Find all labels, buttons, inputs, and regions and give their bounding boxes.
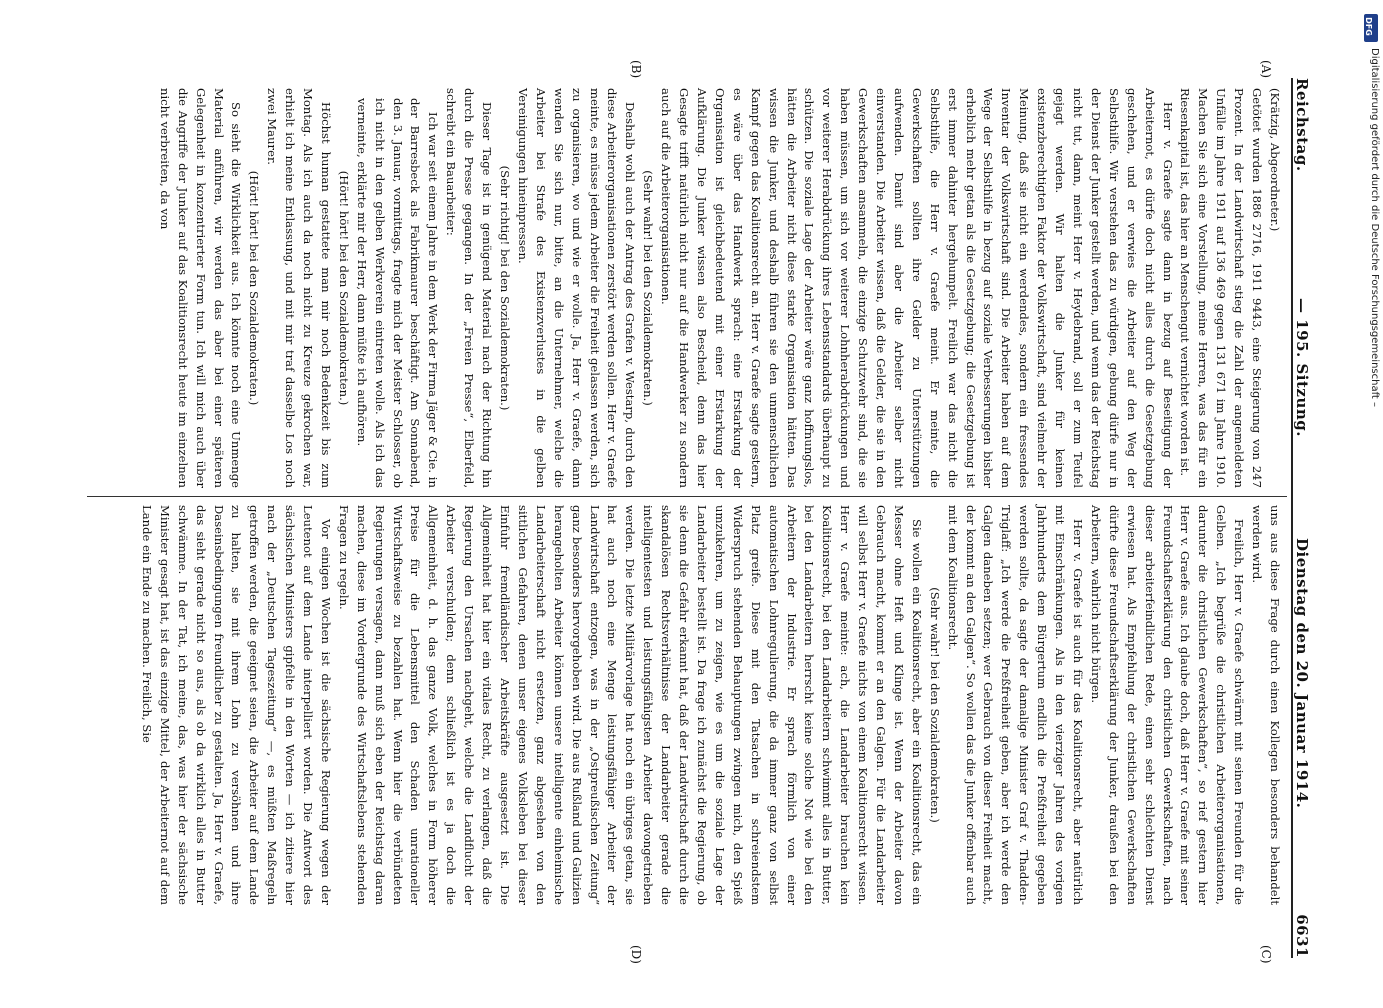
interjection: (Sehr richtig! bei den Sozialdemokraten.) [498, 165, 513, 411]
left-column [83, 88, 1283, 488]
paragraph: Herr v. Graefe sagte dann in bezug auf Beseitigung der Arbeiternot, es dürfe doch nicht alles durch die Gesetzgebung geschehen, und er verwies die Arbeiter auf den Weg der Selbsthilfe. Wir verstehen das zu würdigen, gebung dürfe nur in der Dienst der Junker gestellt werden, und wenn das der Reichstag nicht tut, dann, meint Herr v. Heydebrand, soll er zum Teufel gejagt werden. Wir halten die Junker für keinen existenzberechtigten Faktor der Volkswirtschaft, sind vielmehr der Meinung, daß sie nicht ein werdendes, sondern ein fressendes Inventar der Volkswirtschaft sind. Die Arbeiter haben auf dem Wege der Selbsthilfe in bezug auf soziale Verbesserungen bisher erheblich mehr getan als die Gesetzgebung; die Gesetzgebung ist erst immer dahinter hergehumpelt. Freilich war das nicht die Selbsthilfe, die Herr v. Graefe meint. Er meinte, die Gewerkschaften sollten ihre Gelder zu Unterstützungen aufwenden. Damit sind aber die Arbeiter selber nicht einverstanden. Die Arbeiter wissen, daß die Gelder, die sie in den Gewerkschaften ansammeln, die einzige Schutzwehr sind, die sie haben müssen, um sich vor weiterer Lohnherabdrückungen und vor weiterer Herabdrückung ihres Lebensstandards überhaupt zu schützen. Die soziale Lage der Arbeiter wäre ganz hoffnungslos, hätten die Arbeiter nicht diese starke Organisation hätten. Das wissen die Junker, und deshalb führen sie den unmenschlichen Kampf gegen das Koalitionsrecht an. Herr v. Graefe sagte gestern, es wäre über das Handwerk sprach: eine Erstarkung der Organisation ist gleichbedeutend mit einer Erstarkung der Aufklärung. Die Junker wissen also Bescheid, denn das hier Gesagte trifft natürlich nicht nur auf die Handwerker zu sondern auch auf die Arbeiterorganisationen. [659, 88, 1175, 488]
paragraph: Getötet wurden 1886 2716, 1911 9443, eine Steigerung von 247 Prozent. In der Landwirtschaft stieg die Zahl der angemeldeten Unfälle im Jahre 1911 auf 136 469 gegen 131 671 im Jahre 1910. Machen Sie sich eine Vorstellung, meine Herren, was das für ein Riesenkapital ist, das hier an Menschengut vernichtet worden ist. [1178, 88, 1265, 488]
header-date: Dienstag den 20. Januar 1914. [1293, 538, 1311, 809]
interjection: (Sehr wahr! bei den Sozialdemokraten.) [927, 587, 942, 823]
paragraph: Dieser Tage ist in genügend Material nach der Richtung hin durch die Presse gegangen. In der „Freien Presse“, Elberfeld, schreibt ein Bauarbeiter: [444, 88, 495, 488]
dfg-logo: DFG [1364, 14, 1378, 42]
header-center: — 195. Sitzung. [1293, 298, 1311, 437]
header-left: Reichstag. [1293, 78, 1311, 172]
interjection: (Hört! hört! bei den Sozialdemokraten.) [247, 170, 262, 406]
paragraph: Ich war seit einem Jahre in dem Werk der Firma Jäger & Cie. in der Barresbeck als Fabrikmaurer beschäftigt. Am Sonnabend, den 3. Januar, vormittags, fragte mich der Meister Schlosser, ob ich nicht in den gelben Werkverein eintreten wolle. Als ich das verneinte, erklärte mir der Herr, dann müßte ich aufhören. [354, 98, 441, 488]
paragraph: Herr v. Graefe ist auch für das Koalitionsrecht, aber natürlich mit Einschränkungen. Als in den vierziger Jahren des vorigen Jahrhunderts dem Bürgertum endlich die Preßfreiheit gegeben werden sollte, da sagte der damalige Minister Graf v. Thadden-Triglaff: „Ich werde die Preßfreiheit geben, aber ich werde den Galgen daneben setzen; wer Gebrauch von dieser Freiheit macht, der kommt an den Galgen“. So wollen das die Junker offenbar auch mit dem Koalitionsrecht. [945, 505, 1086, 905]
paragraph: (Krätzig, Abgeordneter.) [1268, 88, 1282, 232]
paragraph: Höchst human gestattete man mir noch Bedenkzeit bis zum Montag. Als ich auch da noch nicht zu Kreuze gekrochen war, erhielt ich meine Entlassung, und mit mir traf dasselbe Los noch zwei Maurer. [265, 88, 333, 488]
paragraph: Sie wollen ein Koalitionsrecht, aber ein Koalitionsrecht, das ein Messer ohne Heft und Klinge ist. Wenn der Arbeiter davon Gebrauch macht, kommt er an den Galgen. Für die Landarbeiter will selbst Herr v. Graefe nichts von einem Koalitionsrecht wissen. Herr v. Graefe meinte: ach, die Landarbeiter brauchen kein Koalitionsrecht, bei den Landarbeitern schwimmt alles in Butter, bei den Landarbeitern herrscht keine solche Not wie bei den Arbeitern der Industrie. Er sprach förmlich von einer automatischen Lohnregulierung, die da immer ganz von selbst Platz greife. Diese mit den Tatsachen in schreiendstem Widerspruch stehenden Behauptungen zwingen mich, den Spieß umzukehren, um zu zeigen, wie es um die soziale Lage der Landarbeiter bestellt ist. Da frage ich zunächst die Regierung, ob sie denn die Gefahr erkannt hat, daß der Landwirtschaft durch die skandalösen Rechtsverhältnisse der Landarbeiter gerade die intelligentesten und leistungsfähigsten Arbeiter davongetrieben werden. Die letzte Militärvorlage hat noch ein übriges getan, sie hat auch noch eine Menge leistungsfähiger Arbeiter der Landwirtschaft entzogen, was in der „Ostpreußischen Zeitung“ ganz besonders hervorgehoben wird. Die aus Rußland und Galizien herangeholten Arbeiter können unsere intelligente einheimische Landarbeiterschaft nicht ersetzen, ganz abgesehen von den sittlichen Gefahren, denen unser eigenes Volksleben bei dieser Einfuhr fremdländischer Arbeitskräfte ausgesetzt ist. Die Allgemeinheit hat hier ein vitales Recht, zu verlangen, daß die Regierung den Ursachen nachgeht, welche die Landflucht der Arbeiter verschulden; denn schließlich ist es ja doch die Allgemeinheit, d. h. das ganze Volk, welches in Form höherer Preise für die Lebensmittel den Schaden unrationeller Wirtschaftsweise zu bezahlen hat. Wenn hier die verbündeten Regierungen versagen, dann muß sich eben der Reichstag daran machen, diese im Vordergrunde des Wirtschaftslebens stehenden Fragen zu regeln. [336, 505, 924, 905]
paragraph: Vor einigen Wochen ist die sächsische Regierung wegen der Leutenot auf dem Lande interpelliert worden. Die Antwort des sächsischen Ministers gipfelte in den Worten — ich zitiere hier nach der „Deutschen Tageszeitung“ —, es müßten Maßregeln getroffen werden, die geeignet seien, die Arbeiter auf dem Lande zu halten, sie mit ihrem Lohn zu versöhnen und ihre Daseinsbedingungen freundlicher zu gestalten. Ja, Herr v. Graefe, das sieht gerade nicht so aus, als ob da wirklich alles in Butter schwämme. In der Tat, ich meine, das, was hier der sächsische Minister gesagt hat, ist das einzige Mittel, der Arbeiternot auf dem Lande ein Ende zu machen. Freilich, Sie [139, 505, 333, 905]
margin-mark-a: (A) [1259, 60, 1273, 79]
interjection: (Hört! hört! bei den Sozialdemokraten.) [336, 170, 351, 406]
paragraph: uns aus diese Frage durch einen Kollegen besonders behandelt werden wird. [1250, 505, 1282, 905]
margin-mark-c: (C) [1259, 945, 1273, 964]
header-rule [1291, 78, 1293, 958]
digitization-imprint [1362, 10, 1382, 990]
page-number: 6631 [1293, 914, 1311, 958]
margin-mark-d: (D) [629, 945, 643, 964]
imprint-text: Digitalisierung gefördert durch die Deutsche Forschungsgemeinschaft – [1369, 48, 1380, 408]
column-divider [87, 496, 1287, 497]
paragraph: Freilich, Herr v. Graefe schwärmt mit seinen Freunden für die Gelben. „Ich begrüße die christlichen Arbeiterorganisationen, darunter die christlichen Gewerkschaften“, so rief gestern hier Herr v. Graefe aus. Ich glaube doch, daß Herr v. Graefe mit seiner Freundschaftserklärung den christlichen Gewerkschaften, nach dieser arbeiterfeindlichen Rede, einen sehr schlechten Dienst erwiesen hat. Als Empfehlung der christlichen Gewerkschaften dürfte diese Freundschaftserklärung der Junker, draußen bei den Arbeitern, wahrlich nicht bürgen. [1088, 505, 1247, 905]
paragraph: Deshalb wohl auch der Antrag des Grafen v. Westarp, durch den diese Arbeiterorganisationen zerstört werden sollen. Herr v. Graefe meinte, es müsse jedem Arbeiter die Freiheit gelassen werden, sich zu organisieren, wo und wie er wolle. Ja, Herr v. Graefe, dann wenden Sie sich nur, bitte, an die Unternehmer, welche die Arbeiter bei Strafe des Existenzverlustes in die gelben Vereinigungen hineinpressen. [515, 88, 638, 488]
margin-mark-b: (B) [629, 60, 643, 79]
interjection: (Sehr wahr! bei den Sozialdemokraten.) [641, 170, 656, 406]
right-column [83, 505, 1283, 905]
paragraph: So sieht die Wirklichkeit aus. Ich könnte noch eine Unmenge Material anführen, wir werden das aber bei einer späteren Gelegenheit in konzentrierter Form tun. Ich will mich auch über die Angriffe der Junker auf das Koalitionsrecht heute im einzelnen nicht verbreiten, da von [157, 88, 244, 488]
